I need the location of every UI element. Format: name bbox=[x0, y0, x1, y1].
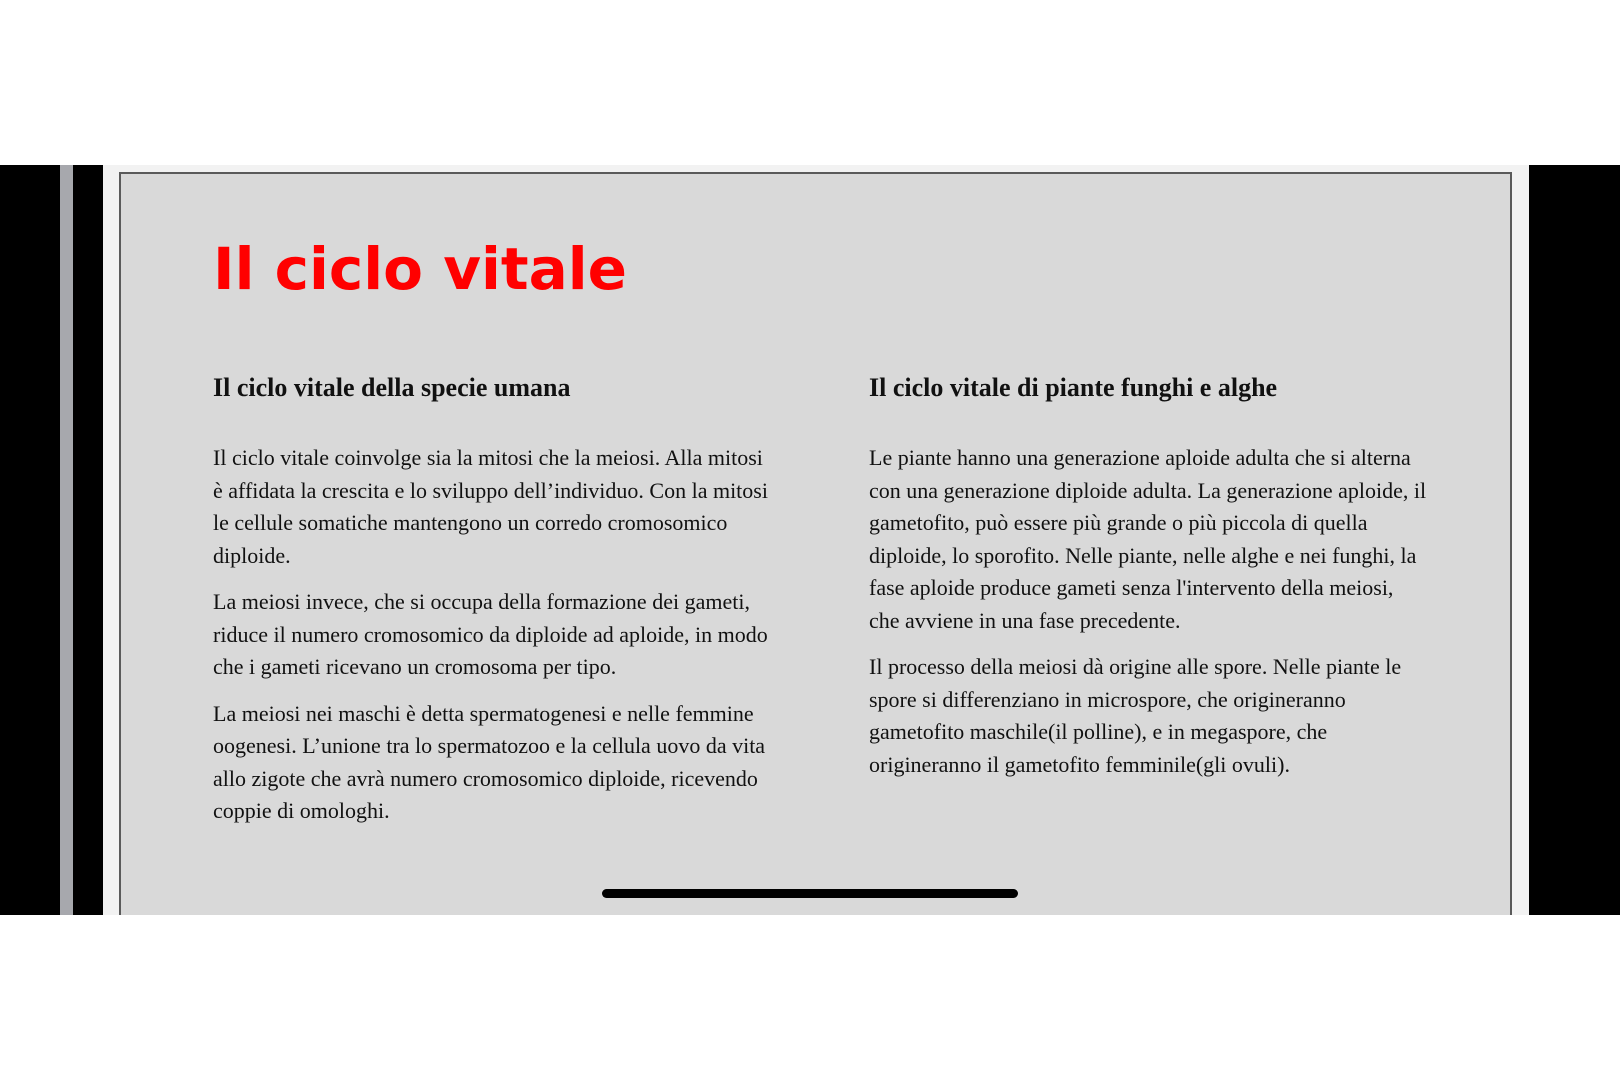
right-column bbox=[869, 372, 1429, 795]
right-column-heading: Il ciclo vitale di piante funghi e alghe bbox=[869, 373, 1278, 402]
right-paragraph-1: Le piante hanno una generazione aploide adulta che si alterna con una generazione diploide adulta. La generazione aploide, il gametofito, può essere più grande o più piccola di quella diploide, lo sporofito. Nelle piante, nelle alghe e nei funghi, la fase aploide produce gameti senza l'intervento della meiosi, che avviene in una fase precedente. bbox=[869, 445, 1427, 633]
right-paragraph-2: Il processo della meiosi dà origine alle spore. Nelle piante le spore si differenziano in microspore, che origineranno gametofito maschile(il polline), e in megaspore, che origineranno il gametofito femminile(gli ovuli). bbox=[869, 654, 1402, 777]
slide-title: Il ciclo vitale bbox=[213, 235, 627, 303]
left-edge-strip bbox=[60, 165, 73, 915]
left-column bbox=[213, 372, 773, 842]
left-paragraph-2: La meiosi invece, che si occupa della formazione dei gameti, riduce il numero cromosomico da diploide ad aploide, in modo che i gameti ricevano un cromosoma per tipo. bbox=[213, 589, 768, 679]
home-indicator[interactable] bbox=[602, 889, 1018, 898]
slide-viewer bbox=[103, 165, 1529, 915]
left-paragraph-1: Il ciclo vitale coinvolge sia la mitosi che la meiosi. Alla mitosi è affidata la crescita e lo sviluppo dell’individuo. Con la mitosi le cellule somatiche mantengono un corredo cromosomico diploide. bbox=[213, 445, 768, 568]
left-paragraph-3: La meiosi nei maschi è detta spermatogenesi e nelle femmine oogenesi. L’unione tra lo spermatozoo e la cellula uovo da vita allo zigote che avrà numero cromosomico diploide, ricevendo coppie di omologhi. bbox=[213, 700, 766, 823]
slide bbox=[119, 172, 1512, 915]
left-column-heading: Il ciclo vitale della specie umana bbox=[213, 373, 571, 402]
device-screen bbox=[0, 165, 1620, 915]
